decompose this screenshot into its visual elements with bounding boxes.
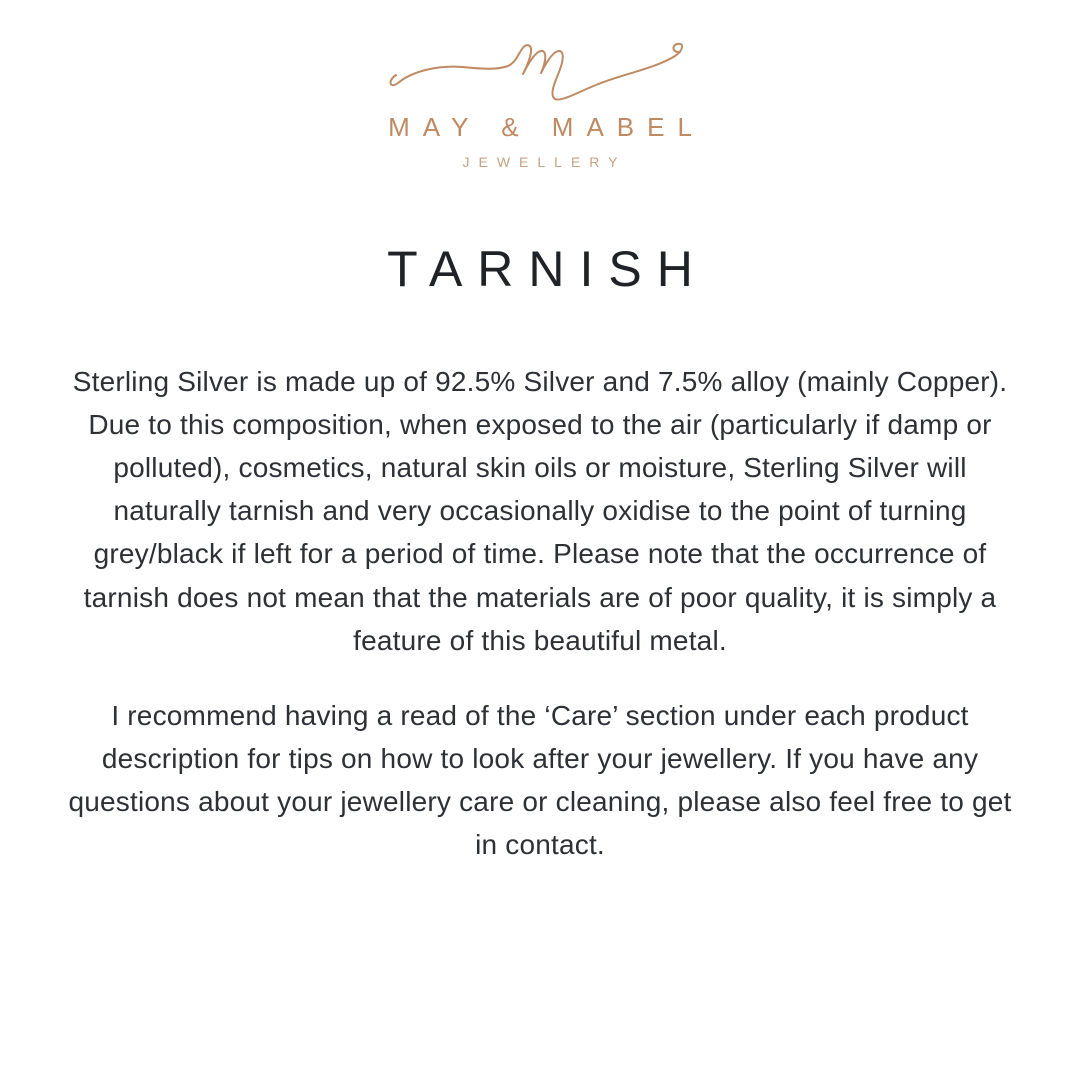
brand-name: MAY & MABEL (388, 112, 705, 142)
page-title: TARNISH (387, 241, 708, 297)
brand-logo (384, 40, 705, 170)
paragraph-tarnish-description: Sterling Silver is made up of 92.5% Silver and 7.5% alloy (mainly Copper). Due to this composition, when exposed to the air (particularly if damp or polluted), cosmetics, natural skin oils or moisture, Sterling Silver will naturally tarnish and very occasionally oxidise to the point of turning grey/black if left for a period of time. Please note that the occurrence of tarnish does not mean that the materials are of poor quality, it is simply a feature of this beautiful metal. (72, 366, 1008, 656)
body-copy (60, 360, 1020, 866)
paragraph-care-recommendation: I recommend having a read of the ‘Care’ section under each product description for tips on how to look after your jewellery. If you have any questions about your jewellery care or cleaning, please also feel free to get in contact. (68, 699, 1012, 861)
brand-tagline: JEWELLERY (462, 154, 627, 170)
logo-flourish-monogram-icon (384, 40, 696, 102)
